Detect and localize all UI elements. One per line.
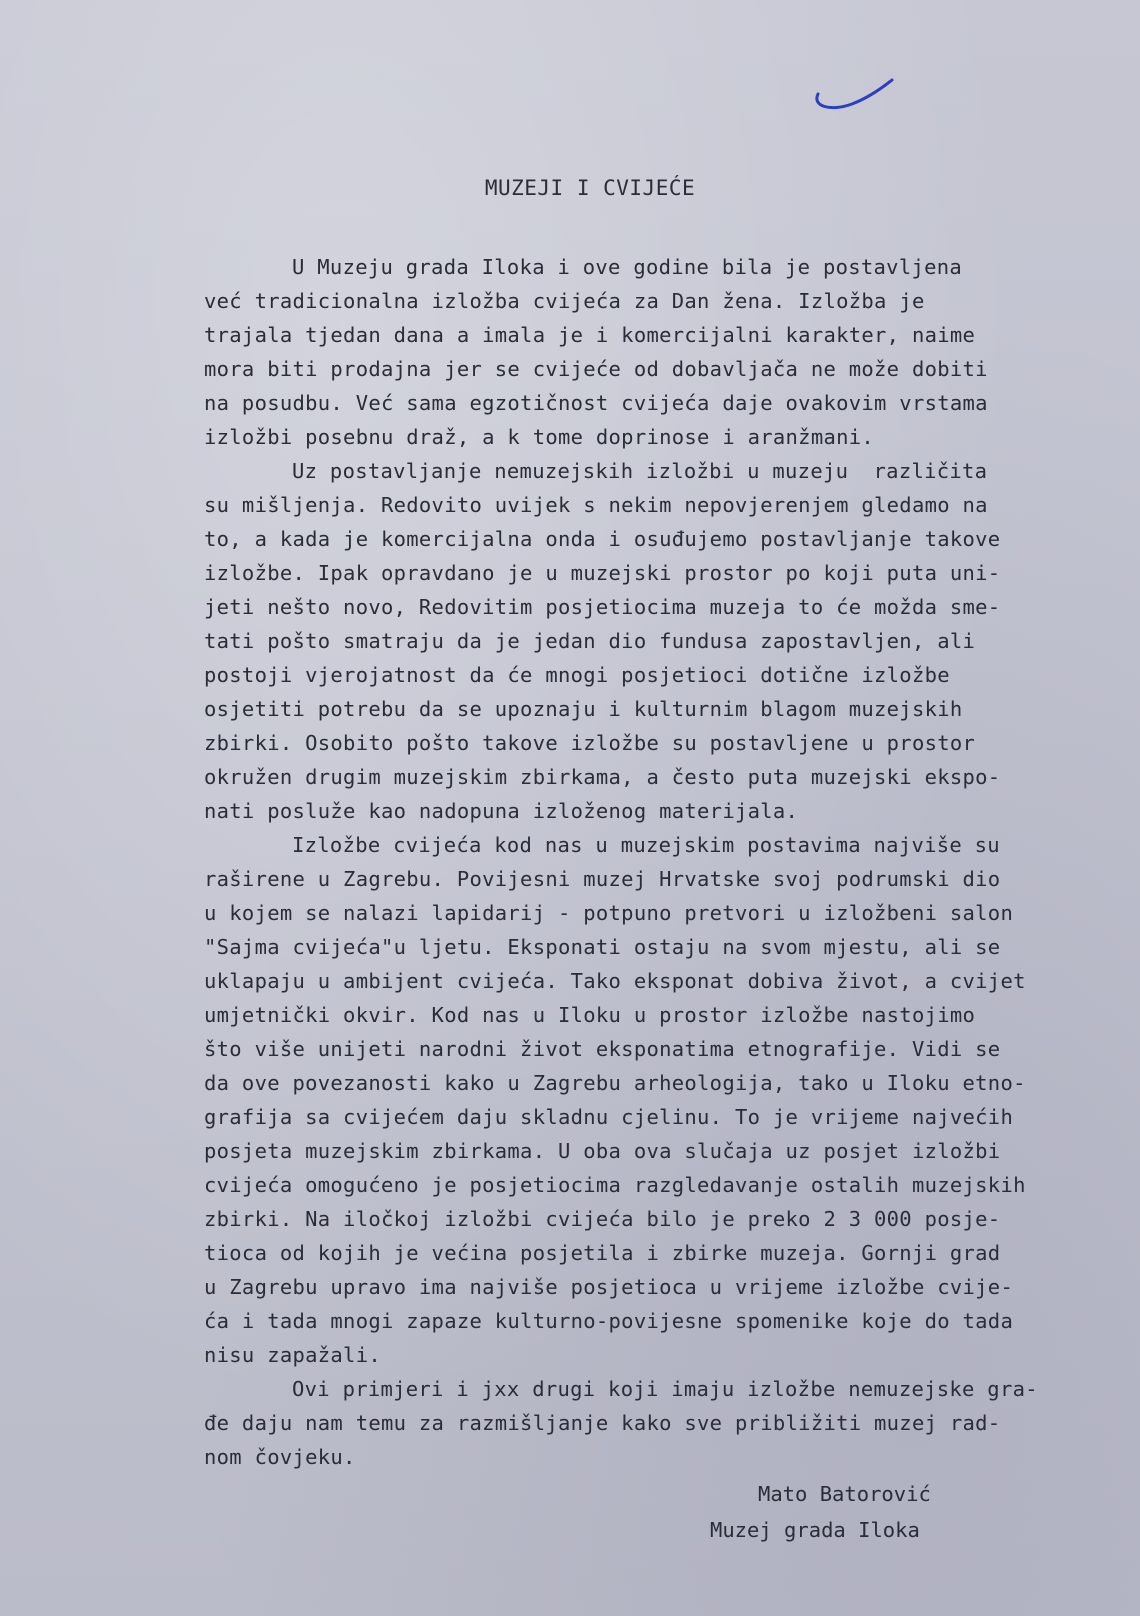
text-line: zbirki. Na iločkoj izložbi cvijeća bilo je preko 2 3 000 posje- bbox=[204, 1207, 1001, 1231]
text-line: raširene u Zagrebu. Povijesni muzej Hrvatske svoj podrumski dio bbox=[204, 867, 1001, 891]
text-line: to, a kada je komercijalna onda i osuđujemo postavljanje takove bbox=[204, 527, 1001, 551]
text-line: nati posluže kao nadopuna izloženog materijala. bbox=[204, 799, 799, 823]
author-name: Mato Batorović bbox=[758, 1482, 931, 1506]
text-line: već tradicionalna izložba cvijeća za Dan žena. Izložba je bbox=[204, 289, 925, 313]
text-line: ća i tada mnogi zapaze kulturno-povijesne spomenike koje do tada bbox=[204, 1309, 1014, 1333]
signature-block bbox=[710, 1476, 931, 1548]
text-line: u Zagrebu upravo ima najviše posjetioca u vrijeme izložbe cvije- bbox=[204, 1275, 1014, 1299]
text-line: da ove povezanosti kako u Zagrebu arheologija, tako u Iloku etno- bbox=[204, 1071, 1026, 1095]
text-line: U Muzeju grada Iloka i ove godine bila je postavljena bbox=[292, 255, 963, 279]
text-line: tati pošto smatraju da je jedan dio fundusa zapostavljen, ali bbox=[204, 629, 976, 653]
text-line: u kojem se nalazi lapidarij - potpuno pretvori u izložbeni salon bbox=[204, 901, 1014, 925]
text-line: su mišljenja. Redovito uvijek s nekim nepovjerenjem gledamo na bbox=[204, 493, 988, 517]
paragraph-4 bbox=[204, 1372, 1124, 1474]
text-line: izložbe. Ipak opravdano je u muzejski prostor po koji puta uni- bbox=[204, 561, 1001, 585]
text-line: zbirki. Osobito pošto takove izložbe su postavljene u prostor bbox=[204, 731, 976, 755]
text-line: izložbi posebnu draž, a k tome doprinose i aranžmani. bbox=[204, 425, 875, 449]
checkmark-pen-mark bbox=[808, 76, 898, 116]
text-line: postoji vjerojatnost da će mnogi posjetioci dotične izložbe bbox=[204, 663, 950, 687]
author-institution: Muzej grada Iloka bbox=[710, 1518, 920, 1542]
document-body bbox=[204, 250, 1124, 1474]
text-line: Izložbe cvijeća kod nas u muzejskim postavima najviše su bbox=[292, 833, 1000, 857]
text-line: cvijeća omogućeno je posjetiocima razgledavanje ostalih muzejskih bbox=[204, 1173, 1026, 1197]
text-line: tioca od kojih je većina posjetila i zbirke muzeja. Gornji grad bbox=[204, 1241, 1001, 1265]
text-line: đe daju nam temu za razmišljanje kako sve približiti muzej rad- bbox=[204, 1411, 1001, 1435]
text-line: posjeta muzejskim zbirkama. U oba ova slučaja uz posjet izložbi bbox=[204, 1139, 1001, 1163]
text-line: Ovi primjeri i jxx drugi koji imaju izložbe nemuzejske gra- bbox=[292, 1377, 1038, 1401]
text-line: što više unijeti narodni život eksponatima etnografije. Vidi se bbox=[204, 1037, 1001, 1061]
paragraph-1 bbox=[204, 250, 1124, 454]
document-title: MUZEJI I CVIJEĆE bbox=[484, 176, 696, 200]
text-line: jeti nešto novo, Redovitim posjetiocima muzeja to će možda sme- bbox=[204, 595, 1001, 619]
text-line: nisu zapažali. bbox=[204, 1343, 381, 1367]
text-line: okružen drugim muzejskim zbirkama, a često puta muzejski ekspo- bbox=[204, 765, 1001, 789]
paragraph-2 bbox=[204, 454, 1124, 828]
paragraph-3 bbox=[204, 828, 1124, 1372]
text-line: uklapaju u ambijent cvijeća. Tako eksponat dobiva život, a cvijet bbox=[204, 969, 1026, 993]
text-line: "Sajma cvijeća"u ljetu. Eksponati ostaju na svom mjestu, ali se bbox=[204, 935, 1001, 959]
text-line: nom čovjeku. bbox=[204, 1445, 356, 1469]
text-line: na posudbu. Već sama egzotičnost cvijeća daje ovakovim vrstama bbox=[204, 391, 988, 415]
text-line: Uz postavljanje nemuzejskih izložbi u muzeju različita bbox=[292, 459, 988, 483]
text-line: mora biti prodajna jer se cvijeće od dobavljača ne može dobiti bbox=[204, 357, 988, 381]
text-line: trajala tjedan dana a imala je i komercijalni karakter, naime bbox=[204, 323, 976, 347]
text-line: umjetnički okvir. Kod nas u Iloku u prostor izložbe nastojimo bbox=[204, 1003, 976, 1027]
text-line: osjetiti potrebu da se upoznaju i kulturnim blagom muzejskih bbox=[204, 697, 963, 721]
text-line: grafija sa cvijećem daju skladnu cjelinu. To je vrijeme najvećih bbox=[204, 1105, 1014, 1129]
